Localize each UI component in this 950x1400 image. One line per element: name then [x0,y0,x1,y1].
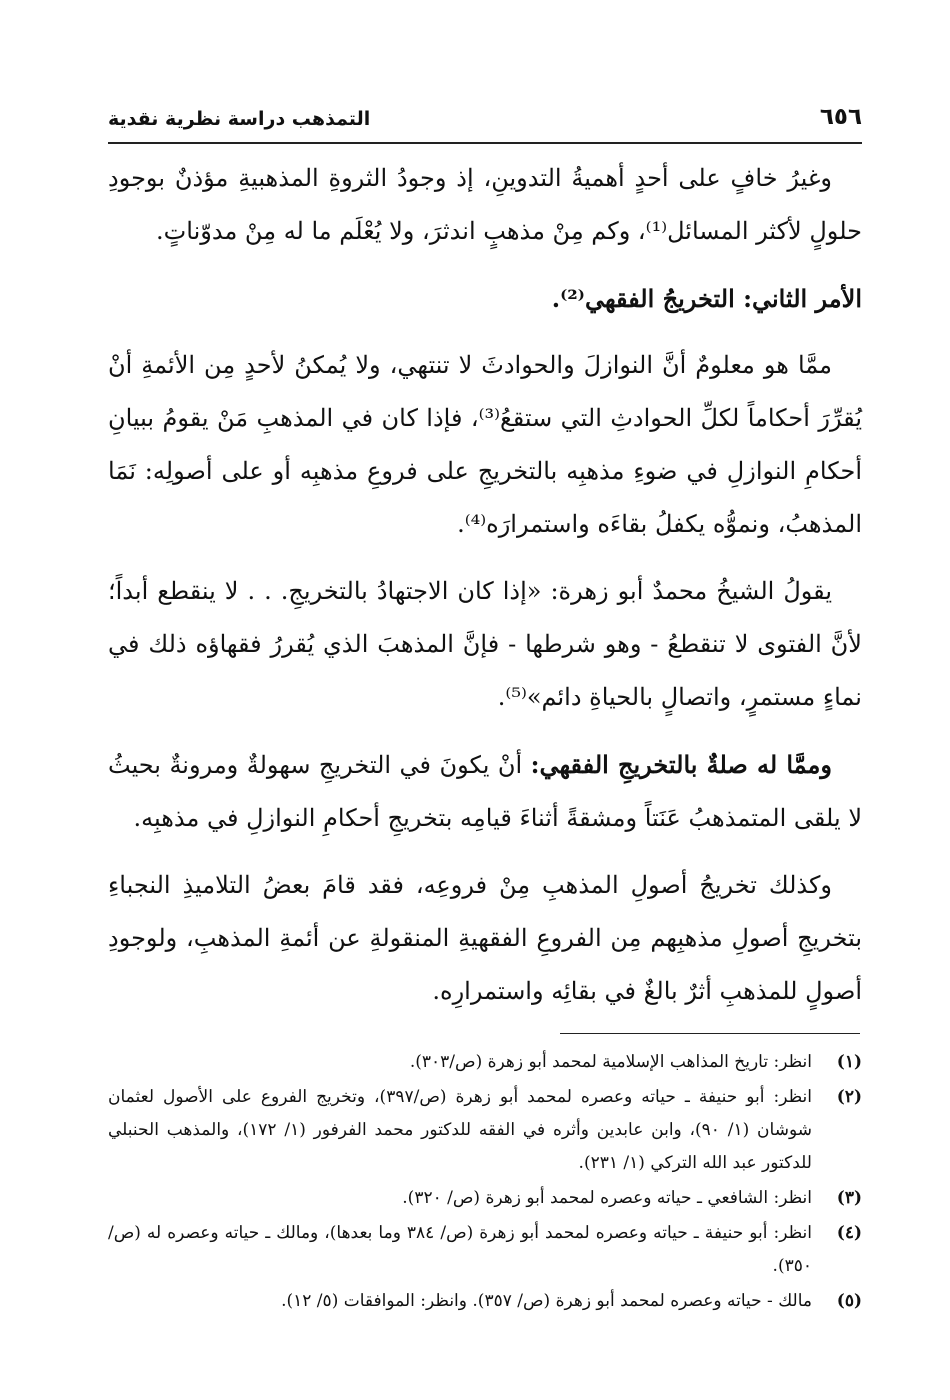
paragraph-4-lead: وممَّا له صلةٌ بالتخريجِ الفقهي: [530,750,832,779]
paragraph-4 [108,738,862,845]
paragraph-5: وكذلك تخريجُ أصولِ المذهبِ مِنْ فروعِه، فقد قامَ بعضُ التلاميذِ النجباءِ بتخريجِ أصولِ مذهبِهم مِن الفروعِ الفقهيةِ المنقولةِ عن أئمةِ المذهبِ، ولوجودِ أصولٍ للمذهبِ أثرٌ بالغٌ في بقائِه واستمرارِه. [108,871,862,1005]
footnote-number: (١) [836,1052,862,1072]
paragraph-4-body: أنْ يكونَ في التخريجِ سهولةٌ ومرونةٌ بحيثُ لا يلقى المتمذهبُ عَنَتاً ومشقةً أثناءَ قيامِه بتخريجِ أحكامِ النوازلِ في مذهبِه. [108,751,862,832]
footnote-number: (٤) [836,1223,862,1243]
paragraph-2: ممَّا هو معلومٌ أنَّ النوازلَ والحوادثَ لا تنتهي، ولا يُمكنُ لأحدٍ مِن الأئمةِ أنْ يُقرِّرَ أحكاماً لكلِّ الحوادثِ التي ستقعُ⁽³⁾، فإذا كان في المذهبِ مَنْ يقومُ ببيانِ أحكامِ النوازلِ في ضوءِ مذهبِه بالتخريجِ على فروعِ مذهبِه أو على أصولِه: نَمَا المذهبُ، ونموُّه يكفلُ بقاءَه واستمرارَه⁽⁴⁾. [108,351,862,538]
running-title: التمذهب دراسة نظرية نقدية [108,108,371,130]
footnote-text: انظر: أبو حنيفة ـ حياته وعصره لمحمد أبو زهرة (ص/ ٣٨٤ وما بعدها)، ومالك ـ حياته وعصره له (ص/ ٣٥٠). [108,1223,812,1276]
footnote-text: انظر: أبو حنيفة ـ حياته وعصره لمحمد أبو زهرة (ص/٣٩٧)، وتخريج الفروع على الأصول لعثمان شوشان (١/ ٩٠)، وابن عابدين وأثره في الفقه للدكتور محمد الفرفور (١/ ١٧٢)، والمذهب الحنبلي للدكتور عبد الله التركي (١/ ٢٣١). [108,1087,812,1173]
section-heading: الأمر الثاني: التخريجُ الفقهي⁽²⁾. [551,284,862,313]
footnote-text: انظر: الشافعي ـ حياته وعصره لمحمد أبو زهرة (ص/ ٣٢٠). [402,1188,812,1208]
main-text [108,152,862,1018]
page-header [108,98,862,144]
footnote-number: (٥) [836,1291,862,1311]
footnote [108,1182,862,1215]
footnote [108,1081,862,1180]
paragraph-3: يقولُ الشيخُ محمدٌ أبو زهرة: «إذا كان الاجتهادُ بالتخريجِ. . . لا ينقطع أبداً؛ لأنَّ الفتوى لا تنقطعُ - وهو شرطها - فإنَّ المذهبَ الذي يُقررُ فقهاؤه ذلك في نماءٍ مستمرٍ، واتصالٍ بالحياةِ دائم»⁽⁵⁾. [108,577,862,711]
footnote-text: مالك - حياته وعصره لمحمد أبو زهرة (ص/ ٣٥٧). وانظر: الموافقات (٥/ ١٢). [281,1291,812,1311]
footnote-text: انظر: تاريخ المذاهب الإسلامية لمحمد أبو زهرة (ص/٣٠٣). [409,1052,812,1072]
page-number: ٦٥٦ [819,104,862,130]
footnote-number: (٣) [836,1188,862,1208]
paragraph-1: وغيرُ خافٍ على أحدٍ أهميةُ التدوينِ، إذ وجودُ الثروةِ المذهبيةِ مؤذنٌ بوجودِ حلولٍ لأكثر المسائل⁽¹⁾، وكم مِنْ مذهبٍ اندثرَ، ولا يُعْلَم ما له مِنْ مدوّناتٍ. [108,164,862,245]
footnote-number: (٢) [836,1087,862,1107]
footnotes [108,1046,862,1320]
footnote [108,1217,862,1283]
footnote [108,1046,862,1079]
footnote-separator [560,1033,860,1034]
footnote [108,1285,862,1318]
